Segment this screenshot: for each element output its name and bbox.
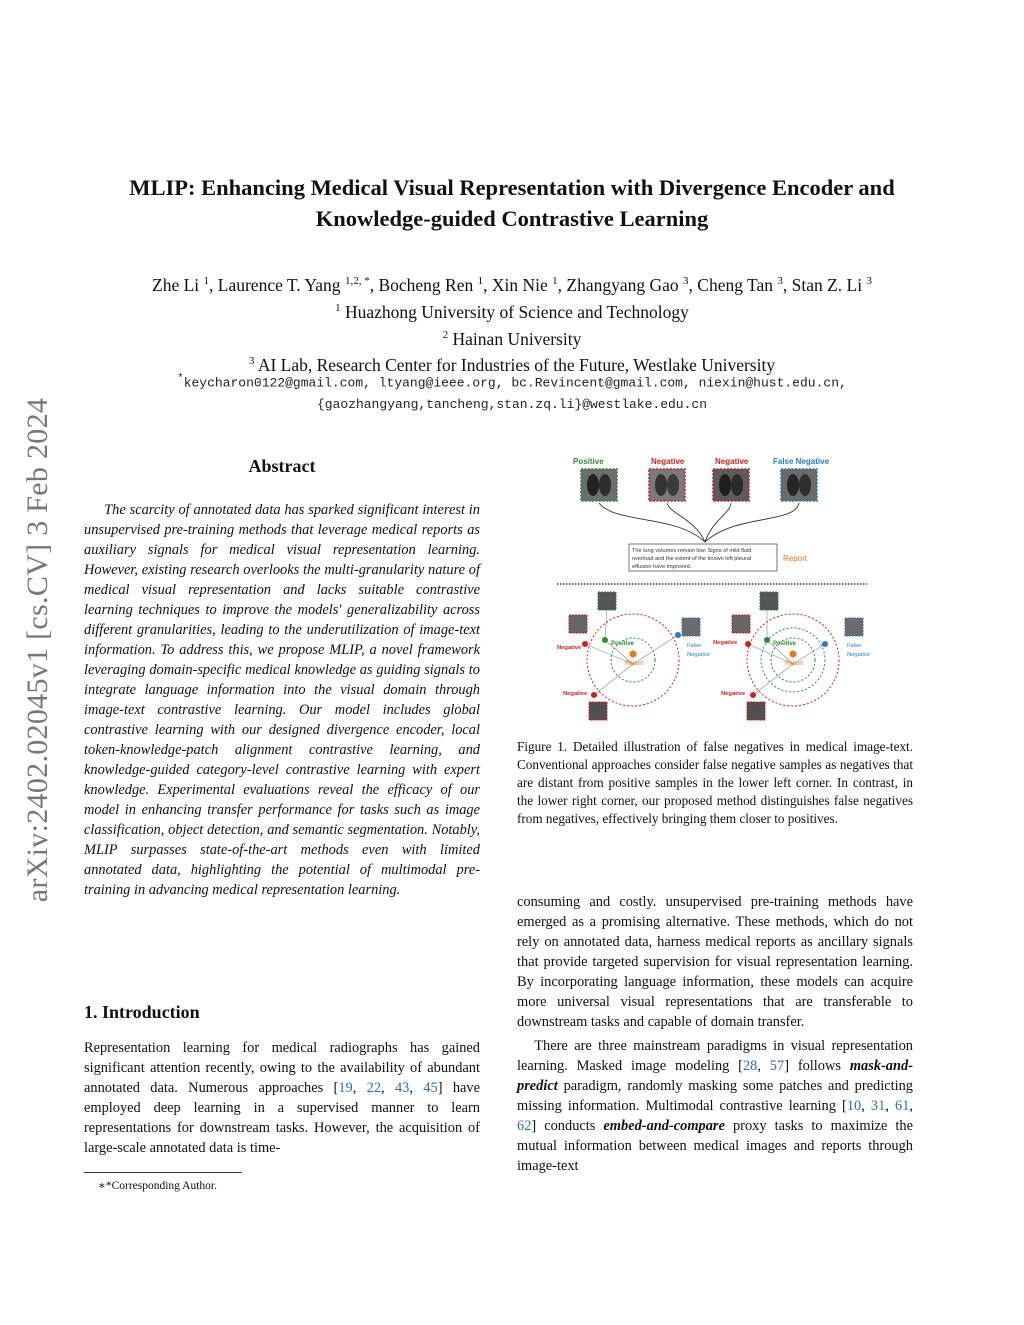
introduction-paragraph: Representation learning for medical radiographs has gained significant attention recently, owing to the availability of abundant annotated data. Numerous approaches [19, 22, 43, 45] have employed deep learning in a supervised manner to learn representations for downstream tasks. However, the acquisition of large-scale annotated data is time-: [84, 1040, 480, 1156]
citation-link[interactable]: 10: [846, 1098, 862, 1114]
abstract-heading: Abstract: [248, 456, 316, 476]
citation-link[interactable]: 57: [769, 1058, 785, 1074]
citation-link[interactable]: 62: [517, 1118, 532, 1134]
email-block: [80, 368, 944, 416]
label-positive-right: Positive: [773, 641, 797, 647]
diagram-proposed: [713, 592, 870, 720]
diagram-conventional: [557, 592, 710, 720]
figure-1: [555, 454, 875, 724]
paper-title: [80, 172, 944, 234]
citation-link[interactable]: 28: [742, 1058, 758, 1074]
citation-link[interactable]: 22: [366, 1080, 382, 1096]
title-line-2: Knowledge-guided Contrastive Learning: [315, 206, 709, 231]
label-report-top: Report: [783, 554, 808, 563]
citation-link[interactable]: 43: [394, 1080, 410, 1096]
citation-link[interactable]: 19: [338, 1080, 353, 1096]
label-false-right: False: [847, 643, 862, 649]
figure-1-caption: Figure 1. Detailed illustration of false negatives in medical image-text. Conventional approaches consider false negative samples as negatives that are distant from positive samples in the lower left corner. In contrast, in the lower right corner, our proposed method distinguishes false negatives from negatives, effectively bringing them closer to positives.: [517, 739, 913, 826]
paragraph-paradigms: There are three mainstream paradigms in visual representation learning. Masked image modeling [28, 57] follows mask-and-predict paradigm, randomly masking some patches and predicting missing information. Multimodal contrastive learning [10, 31, 61, 62] conducts embed-and-compare proxy tasks to maximize the mutual information between medical images and reports through image-text: [517, 1038, 914, 1174]
affiliation-1: $^1$ Huazhong University of Science and Technology: [335, 301, 689, 322]
xray-thumbnail-positive: [581, 469, 617, 501]
section-heading-introduction: 1. Introduction: [84, 1002, 200, 1022]
title-line-1: MLIP: Enhancing Medical Visual Representation with Divergence Encoder and: [129, 175, 895, 200]
email-line-1: *keycharon0122@gmail.com, ltyang@ieee.org, bc.Revincent@gmail.com, niexin@hust.edu.cn,: [177, 373, 847, 391]
author-block: [80, 270, 944, 377]
report-text-2: overload and the extent of the known left pleural: [632, 556, 752, 562]
emphasis-mask-and-predict: mask-and-predict: [517, 1058, 913, 1094]
footnote: ∗*Corresponding Author.: [98, 1180, 217, 1192]
label-positive-left: Positive: [611, 641, 635, 647]
emphasis-embed-and-compare: embed-and-compare: [603, 1118, 725, 1134]
arxiv-sidebar: [8, 360, 68, 940]
label-false-negative-top: False Negative: [773, 457, 830, 466]
label-false-negative-right: Negative: [847, 652, 870, 658]
email-line-2: {gaozhangyang,tancheng,stan.zq.li}@westlake.edu.cn: [316, 397, 708, 413]
label-negative-right-2: Negative: [721, 691, 746, 697]
report-text-3: effusion have improved.: [632, 564, 692, 570]
label-report-right: Report: [785, 661, 804, 667]
label-positive-top: Positive: [573, 457, 604, 466]
affiliation-2: $^2$ Hainan University: [442, 328, 582, 349]
label-negative-right-1: Negative: [713, 640, 738, 646]
report-box: [629, 544, 777, 571]
label-false-left: False: [687, 643, 702, 649]
abstract-text: The scarcity of annotated data has sparked significant interest in unsupervised pre-training methods that leverage medical reports as auxiliary signals for medical visual representation learning. However, existing research overlooks the multi-granularity nature of medical visual representation and lacks suitable contrastive learning techniques to improve the models' generalizability across different granularities, leading to the underutilization of image-text information. To address this, we propose MLIP, a novel framework leveraging domain-specific medical knowledge as guiding signals to integrate language information into the visual domain through image-text contrastive learning. Our model includes global contrastive learning with our designed divergence encoder, local token-knowledge-patch alignment contrastive learning, and knowledge-guided category-level contrastive learning with expert knowledge. Experimental evaluations reveal the efficacy of our model in enhancing transfer performance for tasks such as image classification, object detection, and semantic segmentation. Notably, MLIP surpasses state-of-the-art methods even with limited annotated data, highlighting the potential of multimodal pre-training in advancing medical representation learning.: [84, 502, 480, 898]
affiliation-3: $^3$ AI Lab, Research Center for Industries of the Future, Westlake University: [248, 355, 776, 376]
label-negative-left-1: Negative: [557, 645, 582, 651]
arxiv-id: arXiv:2402.02045v1 [cs.CV] 3 Feb 2024: [21, 397, 54, 903]
label-report-left: Report: [625, 661, 644, 667]
xray-thumbnail-negative-2: [713, 469, 749, 501]
citation-link[interactable]: 45: [423, 1080, 438, 1096]
footnote-rule: [84, 1172, 242, 1173]
label-negative-left-2: Negative: [563, 691, 588, 697]
label-negative-top-2: Negative: [715, 457, 749, 466]
citation-link[interactable]: 61: [895, 1098, 910, 1114]
report-text-1: The lung volumes remain low. Signs of mild fluid: [632, 548, 752, 554]
label-false-negative-left: Negative: [687, 652, 710, 658]
figure-1-graphic: [555, 454, 875, 724]
xray-thumbnail-negative-1: [649, 469, 685, 501]
xray-thumbnail-false-negative: [781, 469, 817, 501]
citation-link[interactable]: 31: [870, 1098, 886, 1114]
paragraph-continuation: consuming and costly. unsupervised pre-training methods have emerged as a promising alternative. These methods, which do not rely on annotated data, harness medical reports as ancillary signals that provide targeted supervision for visual representation learning. By incorporating language information, these models can acquire more universal visual representations that are transferable to downstream tasks and capable of domain transfer.: [517, 894, 913, 1030]
label-negative-top-1: Negative: [651, 457, 685, 466]
author-list: Zhe Li $^1$, Laurence T. Yang $^{1,2, *}$, Bocheng Ren $^1$, Xin Nie $^1$, Zhangyang Gao $^3$, Cheng Tan $^3$, Stan Z. Li $^3$: [152, 274, 872, 295]
report-arrows: [599, 503, 799, 542]
right-column-text: [517, 892, 913, 1176]
